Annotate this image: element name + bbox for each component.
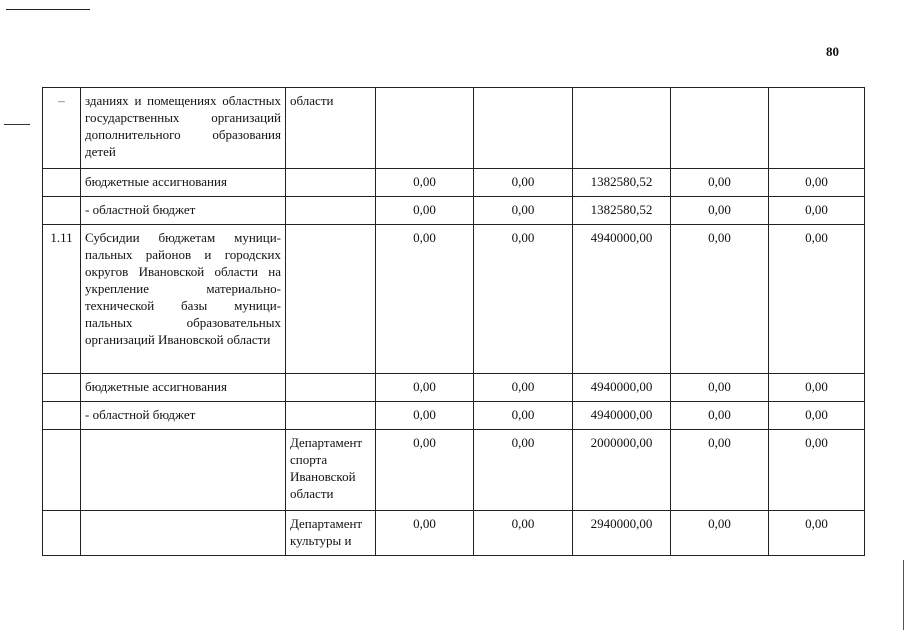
- value-cell: 0,00: [769, 430, 865, 511]
- row-executor: [286, 374, 376, 402]
- value-cell: 0,00: [671, 402, 769, 430]
- row-name: - областной бюджет: [81, 402, 286, 430]
- value-cell: 2940000,00: [573, 511, 671, 556]
- row-executor: [286, 169, 376, 197]
- row-code: [43, 511, 81, 556]
- margin-mark: [4, 124, 30, 125]
- value-cell: 0,00: [376, 225, 474, 374]
- row-name: Субсидии бюджетам муници-пальных районов и городских округов Ивановской области на укрепление материально-технической базы муници-пальных образовательных организаций Ивановской области: [81, 225, 286, 374]
- value-cell: 4940000,00: [573, 402, 671, 430]
- table-row: [43, 402, 865, 430]
- row-name: зданиях и помещениях областных государственных организаций дополнительного образования детей: [81, 88, 286, 169]
- margin-mark-right: [903, 560, 904, 630]
- value-cell: 1382580,52: [573, 197, 671, 225]
- row-executor: [286, 197, 376, 225]
- value-cell: 0,00: [376, 197, 474, 225]
- value-cell: 0,00: [769, 402, 865, 430]
- value-cell: 0,00: [474, 402, 573, 430]
- value-cell: 0,00: [376, 402, 474, 430]
- value-cell: 4940000,00: [573, 374, 671, 402]
- row-executor: области: [286, 88, 376, 169]
- row-code: [43, 374, 81, 402]
- value-cell: 0,00: [474, 169, 573, 197]
- value-cell: 4940000,00: [573, 225, 671, 374]
- value-cell: 0,00: [769, 169, 865, 197]
- table-row: [43, 511, 865, 556]
- row-code: [43, 402, 81, 430]
- value-cell: 0,00: [474, 430, 573, 511]
- value-cell: 0,00: [376, 430, 474, 511]
- value-cell: 0,00: [474, 374, 573, 402]
- value-cell: 2000000,00: [573, 430, 671, 511]
- value-cell: [573, 88, 671, 169]
- header-rule: [6, 9, 90, 10]
- value-cell: 0,00: [769, 511, 865, 556]
- row-executor: [286, 225, 376, 374]
- value-cell: 0,00: [376, 169, 474, 197]
- value-cell: [671, 88, 769, 169]
- value-cell: [474, 88, 573, 169]
- value-cell: 0,00: [474, 197, 573, 225]
- row-code: [43, 430, 81, 511]
- value-cell: [376, 88, 474, 169]
- table-row: [43, 169, 865, 197]
- value-cell: 0,00: [769, 225, 865, 374]
- value-cell: 0,00: [671, 225, 769, 374]
- table-row: [43, 225, 865, 374]
- row-executor: Департамент культуры и: [286, 511, 376, 556]
- table-row: [43, 374, 865, 402]
- value-cell: 0,00: [671, 511, 769, 556]
- row-executor: [286, 402, 376, 430]
- row-name: [81, 430, 286, 511]
- value-cell: 0,00: [671, 430, 769, 511]
- row-code: [43, 169, 81, 197]
- value-cell: 0,00: [474, 225, 573, 374]
- budget-table: [42, 87, 865, 556]
- table-row: [43, 88, 865, 169]
- table-row: [43, 197, 865, 225]
- row-code: [43, 197, 81, 225]
- value-cell: [769, 88, 865, 169]
- value-cell: 0,00: [769, 374, 865, 402]
- row-code: 1.11: [43, 225, 81, 374]
- row-name: [81, 511, 286, 556]
- value-cell: 0,00: [474, 511, 573, 556]
- value-cell: 0,00: [671, 197, 769, 225]
- value-cell: 0,00: [671, 169, 769, 197]
- row-name: бюджетные ассигнования: [81, 374, 286, 402]
- value-cell: 1382580,52: [573, 169, 671, 197]
- value-cell: 0,00: [376, 511, 474, 556]
- value-cell: 0,00: [671, 374, 769, 402]
- value-cell: 0,00: [769, 197, 865, 225]
- row-name: бюджетные ассигнования: [81, 169, 286, 197]
- row-executor: Департамент спорта Ивановской области: [286, 430, 376, 511]
- row-code: –: [43, 88, 81, 169]
- value-cell: 0,00: [376, 374, 474, 402]
- row-name: - областной бюджет: [81, 197, 286, 225]
- table-row: [43, 430, 865, 511]
- page-number: 80: [826, 44, 839, 59]
